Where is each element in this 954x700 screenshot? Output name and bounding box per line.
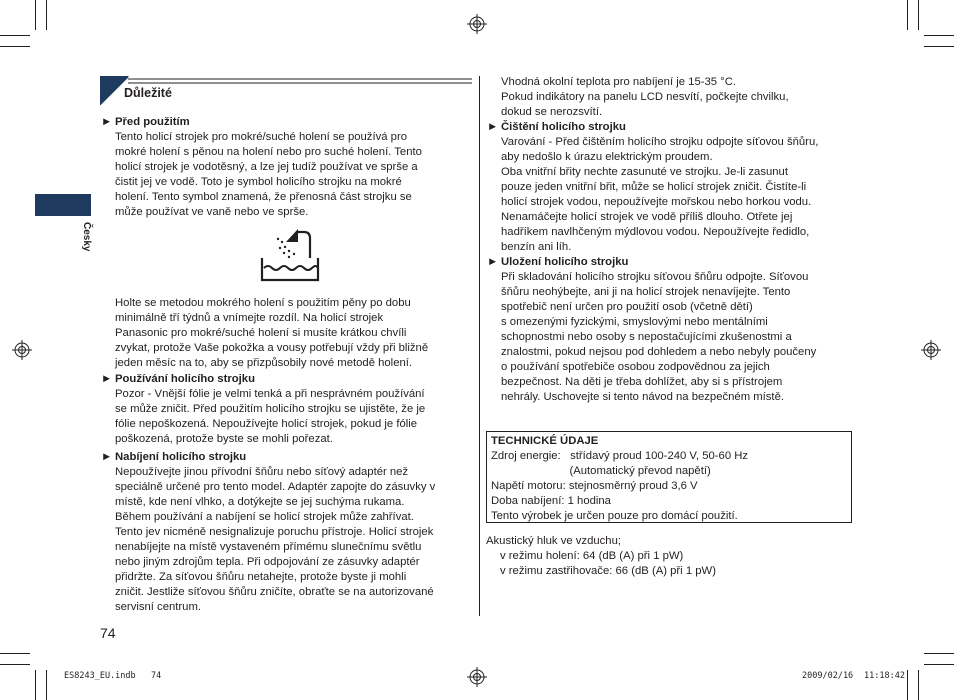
registration-mark-icon [467,667,487,687]
spec-title: TECHNICKÉ ÚDAJE [491,435,599,447]
footer-date: 2009/02/16 [802,671,854,681]
footer-time: 11:18:42 [864,671,905,681]
noise-line: v režimu holení: 64 (dB (A) při 1 pW) [500,550,684,562]
crop-mark [0,46,30,47]
spec-box [486,431,852,523]
registration-mark-icon [921,340,941,360]
noise-line: v režimu zastřihovače: 66 (dB (A) při 1 pW) [500,565,716,577]
footer-file: ES8243_EU.indb 74 [64,671,162,681]
crop-mark [924,664,954,665]
left-column-lower [101,372,473,615]
section-title: ► Čištění holicího strojku [487,121,626,133]
column-divider [479,76,480,616]
spec-row: Zdroj energie: střídavý proud 100-240 V, 50-60 Hz [491,450,749,462]
arrow-right-icon: ► [101,373,113,385]
crop-mark [924,35,954,36]
language-tab [35,194,91,216]
crop-mark [907,0,908,30]
section-body: Při skladování holicího strojku síťovou šňůru odpojte. Síťovou šňůru neohýbejte, ani ji na holicí strojek nenavíjejte. Tento spotřebič není určen pro použití osob (včetně dětí) s omezenými fyzickými, smyslovými nebo mentálními schopnostmi nebo osoby s nepostačujícími zkušenostmi a znalostmi, pokud nejsou pod dohledem a nebo nebyly poučeny o používání spotřebiče osobou zodpovědnou za jejich bezpečnost. Na děti je třeba dohlížet, aby si s přístrojem nehrály. Uschovejte si tento návod na bezpečném místě. [501,271,817,403]
crop-mark [35,0,36,30]
registration-mark-icon [12,340,32,360]
arrow-right-icon: ► [487,121,499,133]
crop-mark [918,670,919,700]
section-title: ► Nabíjení holicího strojku [101,451,247,463]
spec-row: Tento výrobek je určen pouze pro domácí použití. [491,510,738,522]
right-column [487,75,857,405]
left-column [101,115,471,220]
arrow-right-icon: ► [101,116,113,128]
language-label: Česky [81,222,92,252]
spec-row: (Automatický převod napětí) [491,465,711,477]
registration-mark-icon [467,14,487,34]
section-body: Nepoužívejte jinou přívodní šňůru nebo síťový adaptér než speciálně určené pro tento model. Adaptér zapojte do zásuvky v místě, kde není vlhko, a dotýkejte se jej suchýma rukama. Během používání a nabíjení se holicí strojek může zahřívat. Tento jev nicméně nesignalizuje poruchu přístroje. Holicí strojek nenabíjejte na místě vystaveném přímému slunečnímu světlu nebo jiným zdrojům tepla. Při odpojování ze zásuvky adaptér přidržte. Za síťovou šňůru netahejte, protože byste ji mohli zničit. Jestliže síťovou šňůru zničíte, obraťte se na autorizované servisní centrum. [115,466,436,613]
crop-mark [0,35,30,36]
crop-mark [924,653,954,654]
crop-mark [907,670,908,700]
important-title: Důležité [124,86,172,100]
crop-mark [46,0,47,30]
crop-mark [0,664,30,665]
section-body: Pozor - Vnější fólie je velmi tenká a při nesprávném používání se může zničit. Před použitím holicího strojku se ujistěte, že je fólie nepoškozená. Nepoužívejte holicí strojek, pokud je fólie poškozená, protože byste se mohli pořezat. [115,388,426,445]
section-body: Tento holicí strojek pro mokré/suché holení se používá pro mokré holení s pěnou na holení nebo pro suché holení. Tento holicí strojek je vodotěsný, a lze jej tudíž používat ve sprše a čistit jej ve vodě. Toto je symbol holicího strojku na mokré holení. Tento symbol znamená, že přenosná část strojku se může používat ve vaně nebo ve sprše. [115,131,422,218]
shower-bath-icon [258,228,322,284]
crop-mark [35,670,36,700]
crop-mark [924,46,954,47]
noise-info [486,534,856,579]
arrow-right-icon: ► [487,256,499,268]
spec-row: Napětí motoru: stejnosměrný proud 3,6 V [491,480,698,492]
crop-mark [0,653,30,654]
crop-mark [46,670,47,700]
arrow-right-icon: ► [101,451,113,463]
page-number: 74 [100,625,116,641]
noise-title: Akustický hluk ve vzduchu; [486,535,621,547]
section-title: ► Uložení holicího strojku [487,256,629,268]
section-title: ► Před použitím [101,116,190,128]
wet-shave-text: Holte se metodou mokrého holení s použitím pěny po dobu minimálně tří týdnů a vnímejte rozdíl. Na holicí strojek Panasonic pro mokré/suché holení si musíte krátkou chvíli zvykat, protože Vaše pokožka a vousy potřebují vždy při bližně jeden měsíc na to, aby se přizpůsobily nové metodě holení. [115,297,429,369]
crop-mark [918,0,919,30]
section-title: ► Používání holicího strojku [101,373,255,385]
spec-row: Doba nabíjení: 1 hodina [491,495,611,507]
charging-note: Vhodná okolní teplota pro nabíjení je 15-35 °C. Pokud indikátory na panelu LCD nesvítí, počkejte chvilku, dokud se nerozsvítí. [501,76,789,118]
section-body: Varování - Před čištěním holicího strojku odpojte síťovou šňůru, aby nedošlo k úrazu elektrickým proudem. Oba vnitřní břity nechte zasunuté ve strojku. Je-li zasunut pouze jeden vnitřní břit, může se holicí strojek zničit. Čistíte-li holicí strojek vodou, nepoužívejte mořskou nebo horkou vodu. Nenamáčejte holicí strojek ve vodě příliš dlouho. Otřete jej hadříkem navlhčeným mýdlovou vodou. Nepoužívejte ředidlo, benzín ani líh. [501,136,819,253]
